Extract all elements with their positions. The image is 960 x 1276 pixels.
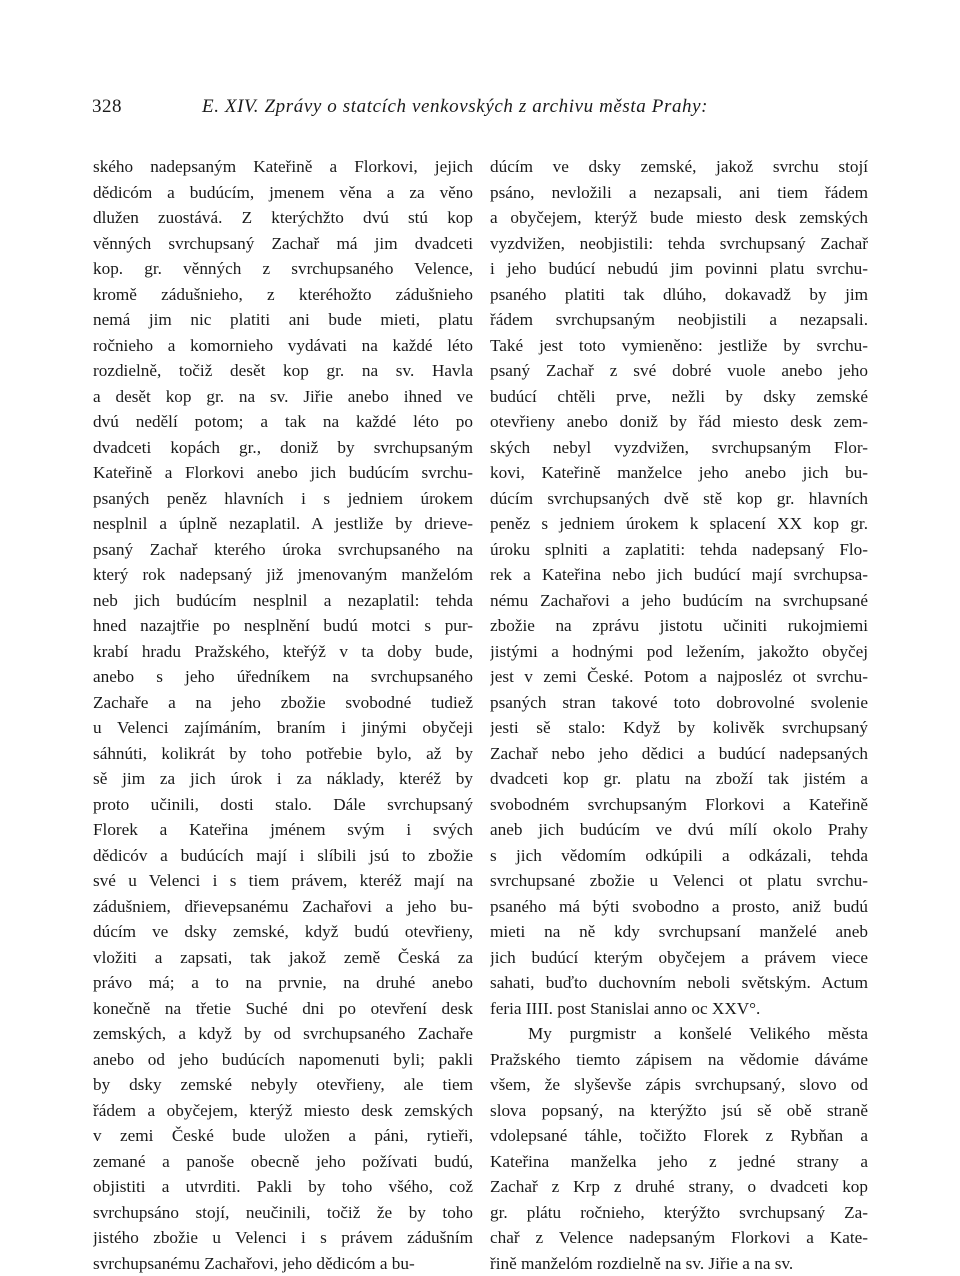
text-line: vložiti a zapsati, tak jakož země Česká za: [93, 945, 473, 971]
text-line: otevřieny anebo doniž by řád miesto desk zem-: [490, 409, 868, 435]
text-line: Kateřina manželka jeho z jedné strany a: [490, 1149, 868, 1175]
text-line: jistými a hodnými pod ležením, jakožto obyčej: [490, 639, 868, 665]
text-line: kovi, Kateřině manželce jeho anebo jich bu-: [490, 460, 868, 486]
right-column: [490, 154, 868, 1276]
text-line: psáno, nevložili a nezapsali, ani tiem řádem: [490, 180, 868, 206]
text-line: svrchupsanému Zachařovi, jeho dědicóm a bu-: [93, 1251, 473, 1276]
text-line: řádem svrchupsaným neobjistili a nezapsali.: [490, 307, 868, 333]
text-line: peněz s jedniem úrokem k splacení XX kop gr.: [490, 511, 868, 537]
text-line: nému Zachařovi a jeho budúcím na svrchupsané: [490, 588, 868, 614]
text-line: objistiti a utvrditi. Pakli by toho všého, což: [93, 1174, 473, 1200]
text-line: zádušniem, dřievepsanému Zachařovi a jeho bu-: [93, 894, 473, 920]
text-line: krabí hradu Pražského, kteřýž v ta doby bude,: [93, 639, 473, 665]
text-line: dúcím ve dsky zemské, když budú otevřieny,: [93, 919, 473, 945]
text-line: dvadceti kop gr. platu na zboží tak jistém a: [490, 766, 868, 792]
text-line: sahati, buďto duchovním neboli světským. Actum: [490, 970, 868, 996]
text-line: slova popsaný, na kterýžto jsú sě obě straně: [490, 1098, 868, 1124]
text-line: zemané a panoše obecně jeho požívati budú,: [93, 1149, 473, 1175]
text-line: ských nebyl vyzdvižen, svrchupsaným Flor-: [490, 435, 868, 461]
running-title: E. XIV. Zprávy o statcích venkovských z archivu města Prahy:: [202, 96, 708, 118]
text-line: My purgmistr a konšelé Velikého města: [490, 1021, 868, 1047]
text-line: nesplnil a úplně nezaplatil. A jestliže by drieve-: [93, 511, 473, 537]
text-line: sáhnúti, kolikrát by toho potřebie bylo, až by: [93, 741, 473, 767]
text-line: všem, že slyševše zápis svrchupsaný, slovo od: [490, 1072, 868, 1098]
text-line: dědicóm a budúcím, jmenem věna a za věno: [93, 180, 473, 206]
text-line: a desět kop gr. na sv. Jiřie anebo ihned ve: [93, 384, 473, 410]
text-line: jesti sě stalo: Když by kolivěk svrchupsaný: [490, 715, 868, 741]
text-line: jest v zemi České. Potom a najposléz ot svrchu-: [490, 664, 868, 690]
text-line: psaných stran takové toto dobrovolné svolenie: [490, 690, 868, 716]
text-line: dúcím svrchupsaných dvě stě kop gr. hlavních: [490, 486, 868, 512]
text-line: chař z Velence nadepsaným Florkovi a Kate-: [490, 1225, 868, 1251]
text-line: řádem a obyčejem, kterýž miesto desk zemských: [93, 1098, 473, 1124]
text-line: gr. plátu ročnieho, kterýžto svrchupsaný Za-: [490, 1200, 868, 1226]
text-line: věnných svrchupsaný Zachař má jim dvadceti: [93, 231, 473, 257]
text-line: Pražského tiemto zápisem na vědomie dáváme: [490, 1047, 868, 1073]
text-line: feria IIII. post Stanislai anno oc XXV°.: [490, 996, 868, 1022]
text-line: vdolepsané táhle, točižto Florek z Rybňan a: [490, 1123, 868, 1149]
text-line: a obyčejem, kterýž bude miesto desk zemských: [490, 205, 868, 231]
text-line: zemských, a když by od svrchupsaného Zachaře: [93, 1021, 473, 1047]
text-line: sě jim za jich úrok i za náklady, kteréž by: [93, 766, 473, 792]
text-line: i jeho budúcí nebudú jim povinni platu svrchu-: [490, 256, 868, 282]
text-line: Zachař z Krp z druhé strany, o dvadceti kop: [490, 1174, 868, 1200]
text-line: psaných peněz hlavních i s jedniem úrokem: [93, 486, 473, 512]
text-line: neb jich budúcím nesplnil a nezaplatil: tehda: [93, 588, 473, 614]
text-line: budúcí chtěli prve, nežli by dsky zemské: [490, 384, 868, 410]
text-line: své u Velenci i s tiem právem, kteréž mají na: [93, 868, 473, 894]
text-line: Také jest toto vymieněno: jestliže by svrchu-: [490, 333, 868, 359]
text-line: rek a Kateřina nebo jich budúcí mají svrchupsa-: [490, 562, 868, 588]
text-line: ročnieho a komornieho vydávati na každé léto: [93, 333, 473, 359]
text-line: který rok nadepsaný již jmenovaným manželóm: [93, 562, 473, 588]
text-line: kop. gr. věnných z svrchupsaného Velence,: [93, 256, 473, 282]
text-line: úroku splniti a zaplatiti: tehda nadepsaný Flo-: [490, 537, 868, 563]
text-line: vyzdvižen, neobjistili: tehda svrchupsaný Zachař: [490, 231, 868, 257]
text-line: Florek a Kateřina jménem svým i svých: [93, 817, 473, 843]
text-line: Zachař nebo jeho dědici a budúcí nadepsaných: [490, 741, 868, 767]
left-column: [93, 154, 473, 1276]
text-line: v zemi České bude uložen a páni, rytieři,: [93, 1123, 473, 1149]
text-line: svrchupsané zbožie u Velenci ot platu svrchu-: [490, 868, 868, 894]
text-line: psaný Zachař z své dobré vuole anebo jeho: [490, 358, 868, 384]
text-line: dlužen zuostává. Z kterýchžto dvú stú kop: [93, 205, 473, 231]
text-line: hned nazajtřie po nesplnění budú motci s pur-: [93, 613, 473, 639]
text-line: dědicóv a budúcích mají i slíbili jsú to zbožie: [93, 843, 473, 869]
text-line: zbožie na zprávu jistotu učiniti rukojmiemi: [490, 613, 868, 639]
text-line: mieti na ně kdy svrchupsaní manželé aneb: [490, 919, 868, 945]
text-line: anebo od jeho budúcích napomenuti byli; pakli: [93, 1047, 473, 1073]
text-line: s jich vědomím odkúpili a odkázali, tehda: [490, 843, 868, 869]
text-line: řině manželóm rozdielně na sv. Jiřie a na sv.: [490, 1251, 868, 1276]
text-line: právo má; a to na prvnie, na druhé anebo: [93, 970, 473, 996]
text-line: aneb jich budúcím ve dvú mílí okolo Prahy: [490, 817, 868, 843]
text-line: Zachaře a na jeho zbožie svobodné tudiež: [93, 690, 473, 716]
text-line: rozdielně, točiž desět kop gr. na sv. Havla: [93, 358, 473, 384]
text-line: konečně na třetie Suché dni po otevření desk: [93, 996, 473, 1022]
text-line: ského nadepsaným Kateřině a Florkovi, jejich: [93, 154, 473, 180]
text-line: psaný Zachař kterého úroka svrchupsaného na: [93, 537, 473, 563]
text-line: jich budúcí kterým obyčejem a právem viece: [490, 945, 868, 971]
text-line: kromě zádušnieho, z kteréhožto zádušnieho: [93, 282, 473, 308]
text-line: proto učinili, dosti stalo. Dále svrchupsaný: [93, 792, 473, 818]
text-line: dvú nedělí potom; a tak na každé léto po: [93, 409, 473, 435]
text-line: Kateřině a Florkovi anebo jich budúcím svrchu-: [93, 460, 473, 486]
text-line: svrchupsáno stojí, neučinili, točiž že by toho: [93, 1200, 473, 1226]
text-line: anebo s jeho úředníkem na svrchupsaného: [93, 664, 473, 690]
text-line: jistého zbožie u Velenci i s právem zádušním: [93, 1225, 473, 1251]
text-line: u Velenci zajímáním, braním i jinými obyčeji: [93, 715, 473, 741]
running-header: [92, 96, 868, 126]
text-line: nemá jim nic platiti ani bude mieti, platu: [93, 307, 473, 333]
text-line: dúcím ve dsky zemské, jakož svrchu stojí: [490, 154, 868, 180]
text-line: svobodném svrchupsaným Florkovi a Kateřině: [490, 792, 868, 818]
text-line: psaného má býti svobodno a prosto, aniž budú: [490, 894, 868, 920]
text-line: by dsky zemské nebyly otevřieny, ale tiem: [93, 1072, 473, 1098]
text-line: dvadceti kopách gr., doniž by svrchupsaným: [93, 435, 473, 461]
text-line: psaného platiti tak dlúho, dokavadž by jim: [490, 282, 868, 308]
page-number: 328: [92, 96, 122, 118]
